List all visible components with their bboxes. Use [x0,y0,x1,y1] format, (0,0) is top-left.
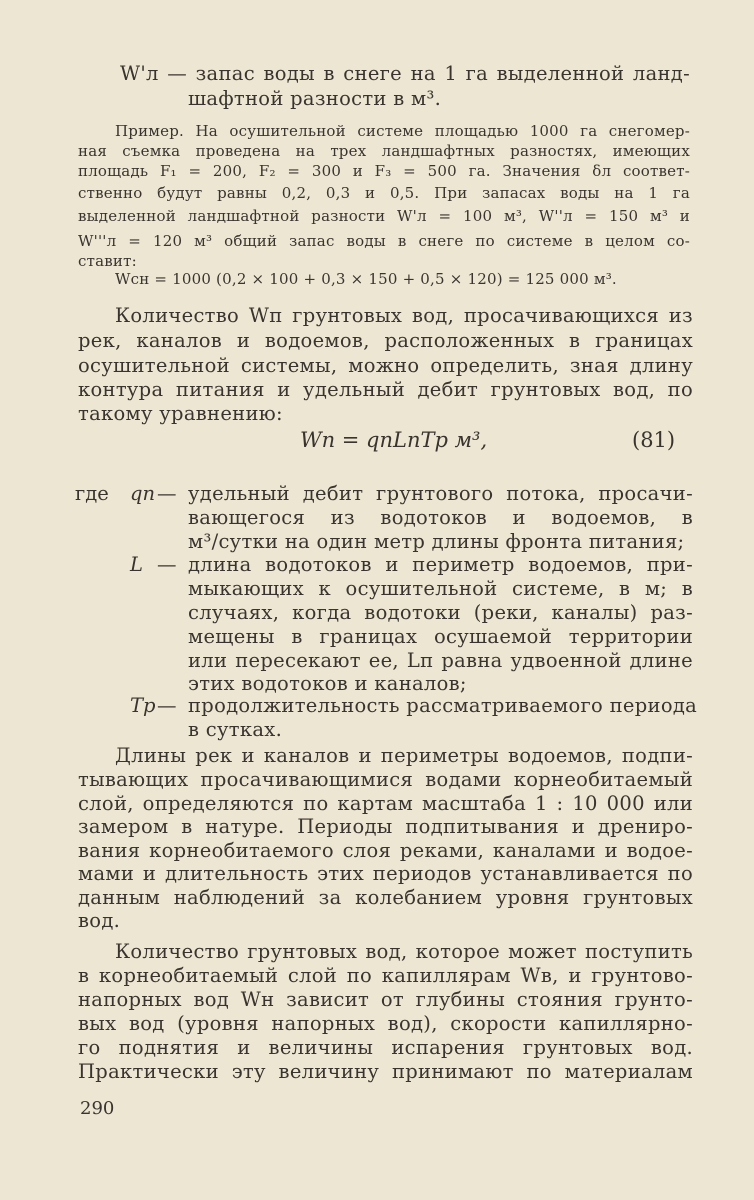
paragraph-line: Количество грунтовых вод, которое может поступить [115,940,693,963]
paragraph-line: го поднятия и величины испарения грунтовых вод. [78,1036,693,1059]
example-line: ная съемка проведена на трех ландшафтных разностях, имеющих [78,142,690,160]
header-line: W'л — запас воды в снеге на 1 га выделенной ланд- [120,62,690,85]
definition-line: удельный дебит грунтового потока, просачи- [188,482,693,505]
paragraph-line: замером в натуре. Периоды подпитывания и дрениро- [78,815,693,838]
paragraph-line: тывающих просачивающимися водами корнеобитаемый [78,768,693,791]
paragraph-line: вания корнеобитаемого слоя реками, каналами и водое- [78,839,693,862]
definition-symbol: L [130,553,143,576]
example-line: Пример. На осушительной системе площадью 1000 га снегомер- [115,122,690,140]
paragraph-line: напорных вод Wн зависит от глубины стояния грунто- [78,988,693,1011]
definition-line: продолжительность рассматриваемого периода [188,694,698,717]
definition-symbol: Tр [130,694,156,717]
example-line: ставит: [78,252,137,270]
definition-dash: — [157,482,177,505]
paragraph-line: Количество Wп грунтовых вод, просачивающихся из [115,304,693,327]
paragraph-line: данным наблюдений за колебанием уровня грунтовых [78,886,693,909]
definition-line: м³/сутки на один метр длины фронта питания; [188,530,685,553]
definition-line: мещены в границах осушаемой территории [188,625,693,648]
definition-line: случаях, когда водотоки (реки, каналы) раз- [188,601,693,624]
paragraph-line: слой, определяются по картам масштаба 1 : 10 000 или [78,792,693,815]
page-number: 290 [80,1098,115,1119]
equation: Wп = qпLпTр м³, [300,428,488,452]
example-line: выделенной ландшафтной разности W'л = 100 м³, W''л = 150 м³ и [78,207,690,225]
example-line: W'''л = 120 м³ общий запас воды в снеге по системе в целом со- [78,232,690,250]
definition-dash: — [157,553,177,576]
paragraph-line: такому уравнению: [78,402,283,425]
paragraph-line: Практически эту величину принимают по материалам [78,1060,693,1083]
paragraph-line: вод. [78,909,121,932]
paragraph-line: Длины рек и каналов и периметры водоемов, подпи- [115,744,693,767]
definition-line: или пересекают ее, Lп равна удвоенной длине [188,649,693,672]
example-formula: Wсн = 1000 (0,2 × 100 + 0,3 × 150 + 0,5 × 120) = 125 000 м³. [115,270,617,288]
equation-number: (81) [632,428,676,452]
where-label: где [75,482,109,505]
definition-dash: — [157,694,177,717]
paragraph-line: мами и длительность этих периодов устанавливается по [78,862,693,885]
definition-line: длина водотоков и периметр водоемов, при- [188,553,693,576]
paragraph-line: контура питания и удельный дебит грунтовых вод, по [78,378,693,401]
header-line: шафтной разности в м³. [188,87,442,110]
definition-line: этих водотоков и каналов; [188,672,467,695]
paragraph-line: вых вод (уровня напорных вод), скорости капиллярно- [78,1012,693,1035]
paragraph-line: осушительной системы, можно определить, зная длину [78,354,693,377]
definition-line: в сутках. [188,718,283,741]
definition-symbol: qп [130,482,156,505]
paragraph-line: рек, каналов и водоемов, расположенных в границах [78,329,693,352]
definition-line: мыкающих к осушительной системе, в м; в [188,577,693,600]
example-line: ственно будут равны 0,2, 0,3 и 0,5. При запасах воды на 1 га [78,184,690,202]
example-line: площадь F₁ = 200, F₂ = 300 и F₃ = 500 га. Значения δл соответ- [78,162,690,180]
paragraph-line: в корнеобитаемый слой по капиллярам Wв, и грунтово- [78,964,693,987]
definition-line: вающегося из водотоков и водоемов, в [188,506,693,529]
